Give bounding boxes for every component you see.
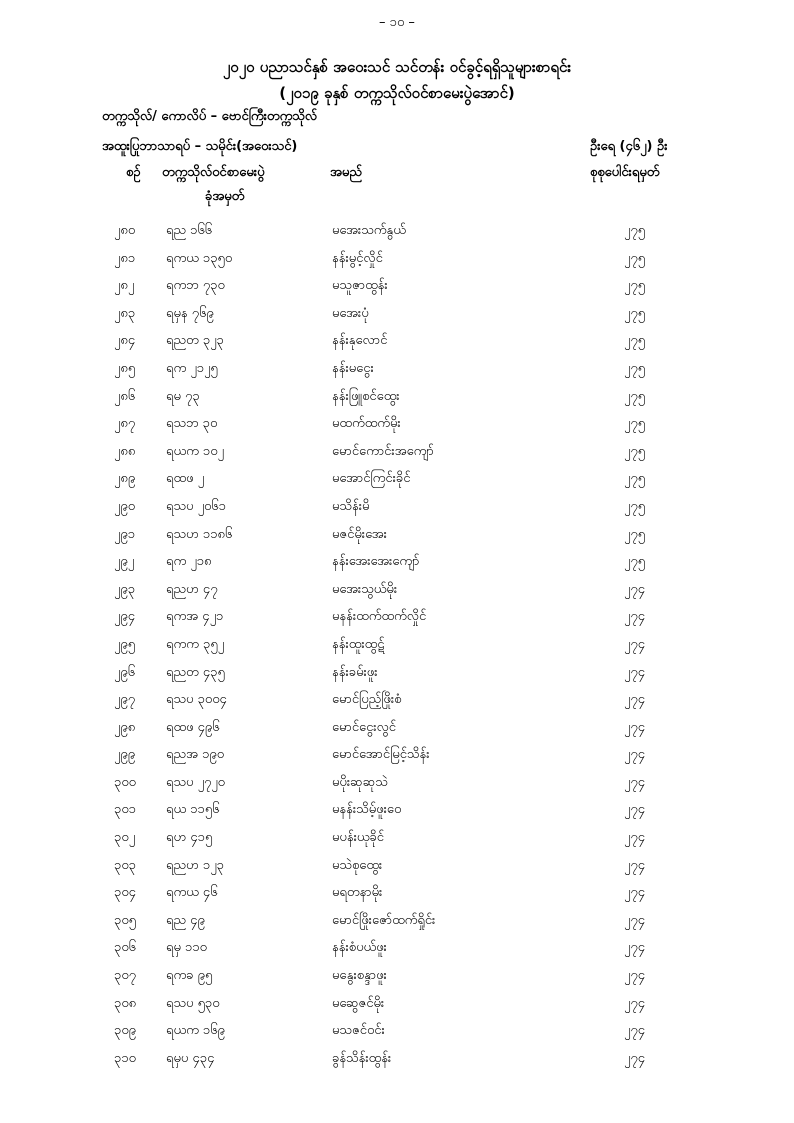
name-cell: မနန်းထက်ထက်လှိုင် xyxy=(332,609,427,625)
marks-cell: ၂၇၅ xyxy=(624,526,646,542)
table-row xyxy=(0,305,794,333)
serial-cell: ၂၉၅ xyxy=(114,636,136,652)
serial-cell: ၃၀၄ xyxy=(114,885,136,901)
roll-number-cell: ရက ၂၁၈ xyxy=(166,554,212,570)
roll-number-cell: ရည ၄၉ xyxy=(166,912,205,928)
name-cell: မနန်းသိမ့်ဖူးဝေ xyxy=(332,802,402,818)
table-row xyxy=(0,277,794,305)
table-row xyxy=(0,360,794,388)
table-row xyxy=(0,443,794,471)
name-cell: မပိုးဆုဆုသဲ xyxy=(332,774,388,790)
serial-cell: ၃၀၈ xyxy=(114,995,137,1011)
marks-cell: ၂၇၄ xyxy=(624,1023,646,1039)
serial-cell: ၃၀၆ xyxy=(114,940,136,956)
serial-cell: ၂၉၆ xyxy=(114,664,136,680)
roll-number-cell: ရသပ ၅၃၀ xyxy=(166,995,220,1011)
header-serial: စဉ် xyxy=(126,165,141,180)
table-row xyxy=(0,415,794,443)
name-cell: မအေးပုံ xyxy=(332,305,369,321)
roll-number-cell: ရမှ ၁၁၀ xyxy=(166,940,207,956)
header-total-marks: စုစုပေါင်းရမှတ် xyxy=(590,165,660,180)
marks-cell: ၂၇၄ xyxy=(624,802,646,818)
table-row xyxy=(0,719,794,747)
marks-cell: ၂၇၅ xyxy=(624,250,646,266)
serial-cell: ၂၉၃ xyxy=(114,581,136,597)
table-row xyxy=(0,774,794,802)
marks-cell: ၂၇၄ xyxy=(624,885,646,901)
document-subtitle: (၂၀၁၉ ခုနှစ် တက္ကသိုလ်ဝင်စာမေးပွဲအောင်) xyxy=(279,84,515,102)
serial-cell: ၂၈၅ xyxy=(114,360,136,376)
serial-cell: ၃၀၉ xyxy=(114,1023,136,1039)
name-cell: ခွန်သိန်းထွန်း xyxy=(332,1050,392,1066)
name-cell: မအေးသွယ်မိုး xyxy=(332,581,398,597)
serial-cell: ၂၉၁ xyxy=(114,526,136,542)
name-cell: နန်းအေးအေးကျော် xyxy=(332,554,420,570)
marks-cell: ၂၇၄ xyxy=(624,636,646,652)
marks-cell: ၂၇၅ xyxy=(624,554,646,570)
table-row xyxy=(0,526,794,554)
name-cell: နန်းမွင့်လှိုင် xyxy=(332,250,383,266)
table-row xyxy=(0,636,794,664)
serial-cell: ၃၀၂ xyxy=(114,830,136,846)
table-row xyxy=(0,912,794,940)
marks-cell: ၂၇၄ xyxy=(624,719,646,735)
table-row xyxy=(0,884,794,912)
name-cell: မရတနာမိုး xyxy=(332,885,383,901)
name-cell: မဇင်မိုးအေး xyxy=(332,526,387,542)
name-cell: နန်းထူးထွဋ် xyxy=(332,636,385,652)
roll-number-cell: ရမှပ ၄၃၄ xyxy=(166,1050,215,1066)
table-row xyxy=(0,801,794,829)
table-row xyxy=(0,664,794,692)
name-cell: နန်းနုလောင် xyxy=(332,333,388,349)
name-cell: နန်းမငွေး xyxy=(332,360,374,376)
marks-cell: ၂၇၅ xyxy=(624,360,646,376)
name-cell: မသိန်းမိ xyxy=(332,498,370,514)
university-line: တက္ကသိုလ်/ ကောလိပ် – ဗောင်ကြီးတက္ကသိုလ် xyxy=(102,109,318,124)
name-cell: မသူဇာထွန်း xyxy=(332,278,388,294)
table-row xyxy=(0,1022,794,1050)
marks-cell: ၂၇၄ xyxy=(624,830,646,846)
student-count: ဦးရေ (၄၆၂) ဦး xyxy=(590,139,668,154)
major-subject-line: အထူးပြုဘာသာရပ် – သမိုင်း(အဝေးသင်) xyxy=(102,139,298,154)
table-row xyxy=(0,553,794,581)
name-cell: မသဇင်ဝင်း xyxy=(332,1023,385,1039)
serial-cell: ၂၉၄ xyxy=(114,609,136,625)
marks-cell: ၂၇၄ xyxy=(624,995,646,1011)
roll-number-cell: ရမှန ၇၆၉ xyxy=(166,305,214,321)
roll-number-cell: ရမ ၇၃ xyxy=(166,388,200,404)
serial-cell: ၂၉၈ xyxy=(114,719,136,735)
roll-number-cell: ရကယ ၁၃၅၀ xyxy=(166,250,233,266)
name-cell: မဆွေဇင်မိုး xyxy=(332,995,385,1011)
name-cell: မအေးသက်နွယ် xyxy=(332,223,406,238)
table-row xyxy=(0,222,794,250)
marks-cell: ၂၇၅ xyxy=(624,333,646,349)
roll-number-cell: ရကဘ ၇၃၀ xyxy=(166,278,225,294)
serial-cell: ၂၈၉ xyxy=(114,471,136,487)
name-cell: မောင်ကောင်းအကျော် xyxy=(332,443,434,459)
name-cell: မောင်ဖြိုးဇော်ထက်ရှိုင်း xyxy=(332,912,436,928)
name-cell: နန်းဖြူစင်ထွေး xyxy=(332,388,400,404)
name-cell: မသဲစုထွေး xyxy=(332,857,383,873)
table-row xyxy=(0,332,794,360)
name-cell: မနွေးစန္ဒာဖူး xyxy=(332,968,387,984)
roll-number-cell: ရထဖ ၄၉၆ xyxy=(166,719,220,735)
serial-cell: ၃၀၇ xyxy=(114,968,136,984)
serial-cell: ၂၉၇ xyxy=(114,692,136,708)
marks-cell: ၂၇၅ xyxy=(624,305,646,321)
marks-cell: ၂၇၅ xyxy=(624,416,646,432)
roll-number-cell: ရသပ ၂၀၆၁ xyxy=(166,498,226,514)
table-row xyxy=(0,1050,794,1078)
table-row xyxy=(0,581,794,609)
roll-number-cell: ရသပ ၃၀၀၄ xyxy=(166,692,227,708)
marks-cell: ၂၇၄ xyxy=(624,940,646,956)
name-cell: မောင်ငွေးလွင် xyxy=(332,719,397,735)
student-list xyxy=(0,222,794,1077)
roll-number-cell: ရထဖ ၂ xyxy=(166,471,204,487)
serial-cell: ၂၈၈ xyxy=(114,443,136,459)
name-cell: နန်းခမ်းဖူး xyxy=(332,664,378,680)
serial-cell: ၂၉၂ xyxy=(114,554,135,570)
header-roll-number: တက္ကသိုလ်ဝင်စာမေးပွဲ xyxy=(162,165,265,180)
table-row xyxy=(0,857,794,885)
marks-cell: ၂၇၅ xyxy=(624,471,646,487)
serial-cell: ၃၀၃ xyxy=(114,857,136,873)
roll-number-cell: ရယ ၁၁၅၆ xyxy=(166,802,220,818)
roll-number-cell: ရကအ ၄၂၁ xyxy=(166,609,224,625)
table-row xyxy=(0,939,794,967)
marks-cell: ၂၇၅ xyxy=(624,443,646,459)
marks-cell: ၂၇၅ xyxy=(624,223,646,238)
marks-cell: ၂၇၄ xyxy=(624,774,646,790)
marks-cell: ၂၇၄ xyxy=(624,747,646,763)
table-row xyxy=(0,967,794,995)
header-name: အမည် xyxy=(330,165,362,180)
roll-number-cell: ရကယ ၄၆ xyxy=(166,885,218,901)
name-cell: မအောင်ကြင်းခိုင် xyxy=(332,471,411,487)
table-row xyxy=(0,388,794,416)
table-row xyxy=(0,829,794,857)
marks-cell: ၂၇၄ xyxy=(624,692,646,708)
serial-cell: ၂၈၄ xyxy=(114,333,136,349)
roll-number-cell: ရကခ ၉၅ xyxy=(166,968,213,984)
serial-cell: ၂၈၇ xyxy=(114,416,136,432)
serial-cell: ၃၀၁ xyxy=(114,802,136,818)
table-row xyxy=(0,498,794,526)
roll-number-cell: ရသပ ၂၇၂၀ xyxy=(166,774,225,790)
table-row xyxy=(0,746,794,774)
page-number: – ၁၀ – xyxy=(379,15,415,30)
marks-cell: ၂၇၄ xyxy=(624,857,646,873)
serial-cell: ၃၀၅ xyxy=(114,912,136,928)
marks-cell: ၂၇၅ xyxy=(624,278,646,294)
roll-number-cell: ရသဟ ၁၁၈၆ xyxy=(166,526,233,542)
roll-number-cell: ရကက ၃၅၂ xyxy=(166,636,225,652)
roll-number-cell: ရညအ ၁၉၀ xyxy=(166,747,225,763)
serial-cell: ၂၈၀ xyxy=(114,223,136,238)
name-cell: မောင်ပြည့်ဖြိုးစံ xyxy=(332,692,402,708)
table-row xyxy=(0,608,794,636)
marks-cell: ၂၇၄ xyxy=(624,912,646,928)
serial-cell: ၂၈၁ xyxy=(114,250,136,266)
table-row xyxy=(0,250,794,278)
serial-cell: ၃၁၀ xyxy=(114,1050,136,1066)
roll-number-cell: ရညဟ ၄၇ xyxy=(166,581,218,597)
roll-number-cell: ရဟ ၄၁၅ xyxy=(166,830,213,846)
marks-cell: ၂၇၄ xyxy=(624,664,646,680)
serial-cell: ၂၉၉ xyxy=(114,747,136,763)
marks-cell: ၂၇၄ xyxy=(624,581,646,597)
name-cell: နန်းစံပယ်ဖူး xyxy=(332,940,387,956)
marks-cell: ၂၇၅ xyxy=(624,498,646,514)
serial-cell: ၂၈၂ xyxy=(114,278,135,294)
header-roll-number-line2: ခုံအမှတ် xyxy=(205,189,245,204)
document-title: ၂၀၂၀ ပညာသင်နှစ် အဝေးသင် သင်တန်း ဝင်ခွင့်ရရှိသူများစာရင်း xyxy=(222,58,572,76)
roll-number-cell: ရညတ ၃၂၃ xyxy=(166,333,224,349)
serial-cell: ၂၈၆ xyxy=(114,388,136,404)
name-cell: မပန်းယုခိုင် xyxy=(332,830,385,846)
table-row xyxy=(0,995,794,1023)
roll-number-cell: ရသဘ ၃၀ xyxy=(166,416,218,432)
serial-cell: ၂၉၀ xyxy=(114,498,136,514)
roll-number-cell: ရယက ၁၆၉ xyxy=(166,1023,225,1039)
serial-cell: ၂၈၃ xyxy=(114,305,136,321)
marks-cell: ၂၇၅ xyxy=(624,388,646,404)
table-row xyxy=(0,691,794,719)
name-cell: မထက်ထက်မိုး xyxy=(332,416,401,432)
serial-cell: ၃၀၀ xyxy=(114,774,136,790)
marks-cell: ၂၇၄ xyxy=(624,609,646,625)
marks-cell: ၂၇၄ xyxy=(624,1050,646,1066)
roll-number-cell: ရည ၁၆၆ xyxy=(166,223,213,238)
marks-cell: ၂၇၄ xyxy=(624,968,646,984)
roll-number-cell: ရက ၂၁၂၅ xyxy=(166,360,218,376)
roll-number-cell: ရညဟ ၁၂၃ xyxy=(166,857,224,873)
roll-number-cell: ရယက ၁၀၂ xyxy=(166,443,224,459)
roll-number-cell: ရညတ ၄၃၅ xyxy=(166,664,225,680)
table-row xyxy=(0,470,794,498)
name-cell: မောင်အောင်မြင့်သိန်း xyxy=(332,747,430,763)
